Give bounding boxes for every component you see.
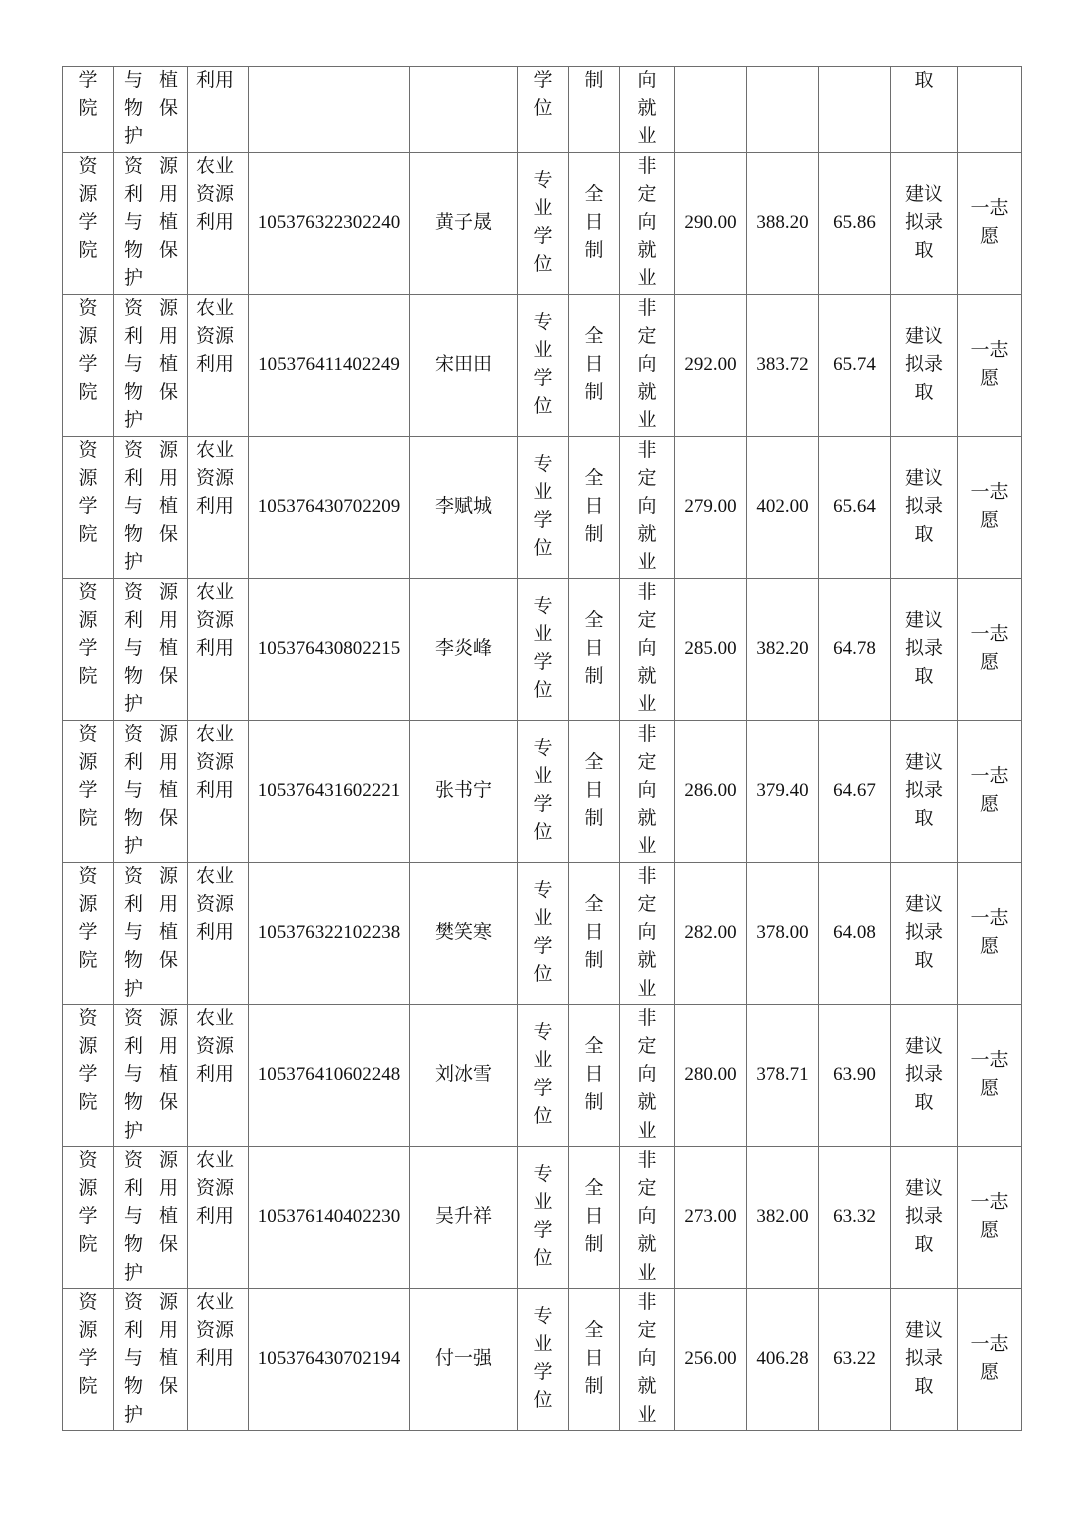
cell-choice: 一志愿 [958, 578, 1022, 720]
cell-field: 农业资源利用 [188, 294, 249, 436]
cell-college: 资源学院 [63, 1146, 114, 1288]
cell-candidate-id: 105376430802215 [249, 578, 410, 720]
cell-study-mode: 全日制 [569, 1146, 620, 1288]
cell-candidate-id: 105376430702209 [249, 436, 410, 578]
cell-field: 农业资源利用 [188, 1004, 249, 1146]
cell-major: 资源利用与植物保护 [114, 152, 188, 294]
cell-college: 资源学院 [63, 1288, 114, 1430]
cell-college: 学院 [63, 67, 114, 153]
cell-recommendation: 建议拟录取 [891, 720, 958, 862]
cell-field: 农业资源利用 [188, 436, 249, 578]
cell-employment: 非定向就业 [620, 578, 675, 720]
cell-choice [958, 67, 1022, 153]
cell-study-mode: 全日制 [569, 862, 620, 1004]
cell-study-mode: 全日制 [569, 1288, 620, 1430]
cell-recommendation: 建议拟录取 [891, 1146, 958, 1288]
cell-retest-score: 382.00 [747, 1146, 819, 1288]
cell-choice: 一志愿 [958, 436, 1022, 578]
cell-prelim-score: 273.00 [675, 1146, 747, 1288]
cell-major: 资源利用与植物保护 [114, 294, 188, 436]
cell-choice: 一志愿 [958, 862, 1022, 1004]
cell-retest-score: 388.20 [747, 152, 819, 294]
cell-total-score: 64.78 [819, 578, 891, 720]
cell-recommendation: 取 [891, 67, 958, 153]
cell-employment: 非定向就业 [620, 720, 675, 862]
cell-college: 资源学院 [63, 436, 114, 578]
cell-field: 农业资源利用 [188, 720, 249, 862]
cell-retest-score: 402.00 [747, 436, 819, 578]
cell-candidate-id: 105376410602248 [249, 1004, 410, 1146]
cell-candidate-id: 105376322302240 [249, 152, 410, 294]
table-row [63, 1288, 1022, 1430]
cell-field: 农业资源利用 [188, 578, 249, 720]
table-row [63, 1146, 1022, 1288]
cell-major: 资源利用与植物保护 [114, 1288, 188, 1430]
table-row-continued [63, 67, 1022, 153]
cell-total-score: 65.64 [819, 436, 891, 578]
cell-prelim-score: 256.00 [675, 1288, 747, 1430]
cell-total-score: 63.32 [819, 1146, 891, 1288]
cell-employment: 非定向就业 [620, 294, 675, 436]
cell-college: 资源学院 [63, 152, 114, 294]
cell-prelim-score [675, 67, 747, 153]
table-row [63, 578, 1022, 720]
cell-degree-type: 专业学位 [518, 1004, 569, 1146]
cell-degree-type: 专业学位 [518, 862, 569, 1004]
cell-name: 付一强 [410, 1288, 518, 1430]
cell-employment: 向就业 [620, 67, 675, 153]
cell-prelim-score: 286.00 [675, 720, 747, 862]
cell-retest-score: 406.28 [747, 1288, 819, 1430]
cell-retest-score: 383.72 [747, 294, 819, 436]
table-row [63, 152, 1022, 294]
cell-retest-score: 378.00 [747, 862, 819, 1004]
cell-major: 与植物保护 [114, 67, 188, 153]
cell-prelim-score: 290.00 [675, 152, 747, 294]
cell-recommendation: 建议拟录取 [891, 862, 958, 1004]
cell-name: 黄子晟 [410, 152, 518, 294]
cell-retest-score [747, 67, 819, 153]
table-row [63, 294, 1022, 436]
cell-recommendation: 建议拟录取 [891, 1288, 958, 1430]
cell-total-score: 65.86 [819, 152, 891, 294]
cell-recommendation: 建议拟录取 [891, 294, 958, 436]
admission-table [62, 66, 1022, 1431]
cell-employment: 非定向就业 [620, 436, 675, 578]
table-row [63, 720, 1022, 862]
cell-study-mode: 全日制 [569, 1004, 620, 1146]
cell-study-mode: 制 [569, 67, 620, 153]
cell-study-mode: 全日制 [569, 578, 620, 720]
cell-retest-score: 379.40 [747, 720, 819, 862]
cell-field: 农业资源利用 [188, 862, 249, 1004]
cell-degree-type: 专业学位 [518, 1288, 569, 1430]
cell-candidate-id [249, 67, 410, 153]
cell-degree-type: 专业学位 [518, 294, 569, 436]
cell-major: 资源利用与植物保护 [114, 436, 188, 578]
cell-name [410, 67, 518, 153]
cell-name: 宋田田 [410, 294, 518, 436]
cell-choice: 一志愿 [958, 720, 1022, 862]
cell-name: 李炎峰 [410, 578, 518, 720]
cell-college: 资源学院 [63, 1004, 114, 1146]
cell-employment: 非定向就业 [620, 862, 675, 1004]
cell-total-score: 65.74 [819, 294, 891, 436]
cell-study-mode: 全日制 [569, 152, 620, 294]
cell-field: 农业资源利用 [188, 1288, 249, 1430]
cell-major: 资源利用与植物保护 [114, 578, 188, 720]
cell-recommendation: 建议拟录取 [891, 1004, 958, 1146]
cell-total-score: 64.67 [819, 720, 891, 862]
cell-name: 张书宁 [410, 720, 518, 862]
cell-choice: 一志愿 [958, 1004, 1022, 1146]
cell-recommendation: 建议拟录取 [891, 436, 958, 578]
cell-total-score: 63.22 [819, 1288, 891, 1430]
cell-candidate-id: 105376322102238 [249, 862, 410, 1004]
cell-study-mode: 全日制 [569, 294, 620, 436]
cell-employment: 非定向就业 [620, 152, 675, 294]
cell-degree-type: 专业学位 [518, 720, 569, 862]
cell-candidate-id: 105376431602221 [249, 720, 410, 862]
cell-study-mode: 全日制 [569, 720, 620, 862]
cell-degree-type: 专业学位 [518, 152, 569, 294]
cell-major: 资源利用与植物保护 [114, 1146, 188, 1288]
cell-name: 吴升祥 [410, 1146, 518, 1288]
cell-employment: 非定向就业 [620, 1004, 675, 1146]
cell-choice: 一志愿 [958, 1288, 1022, 1430]
cell-study-mode: 全日制 [569, 436, 620, 578]
cell-employment: 非定向就业 [620, 1146, 675, 1288]
cell-college: 资源学院 [63, 578, 114, 720]
cell-prelim-score: 279.00 [675, 436, 747, 578]
cell-prelim-score: 292.00 [675, 294, 747, 436]
cell-prelim-score: 282.00 [675, 862, 747, 1004]
cell-college: 资源学院 [63, 294, 114, 436]
cell-major: 资源利用与植物保护 [114, 862, 188, 1004]
cell-degree-type: 专业学位 [518, 578, 569, 720]
cell-degree-type: 专业学位 [518, 1146, 569, 1288]
cell-candidate-id: 105376140402230 [249, 1146, 410, 1288]
cell-college: 资源学院 [63, 720, 114, 862]
cell-field: 利用 [188, 67, 249, 153]
cell-retest-score: 382.20 [747, 578, 819, 720]
cell-total-score [819, 67, 891, 153]
cell-major: 资源利用与植物保护 [114, 1004, 188, 1146]
cell-employment: 非定向就业 [620, 1288, 675, 1430]
cell-recommendation: 建议拟录取 [891, 578, 958, 720]
cell-field: 农业资源利用 [188, 1146, 249, 1288]
cell-retest-score: 378.71 [747, 1004, 819, 1146]
table-row [63, 862, 1022, 1004]
cell-total-score: 64.08 [819, 862, 891, 1004]
cell-degree-type: 专业学位 [518, 436, 569, 578]
cell-college: 资源学院 [63, 862, 114, 1004]
table-row [63, 1004, 1022, 1146]
cell-name: 樊笑寒 [410, 862, 518, 1004]
cell-degree-type: 学位 [518, 67, 569, 153]
cell-name: 李赋城 [410, 436, 518, 578]
cell-candidate-id: 105376411402249 [249, 294, 410, 436]
cell-choice: 一志愿 [958, 1146, 1022, 1288]
cell-field: 农业资源利用 [188, 152, 249, 294]
cell-prelim-score: 285.00 [675, 578, 747, 720]
cell-major: 资源利用与植物保护 [114, 720, 188, 862]
cell-prelim-score: 280.00 [675, 1004, 747, 1146]
cell-name: 刘冰雪 [410, 1004, 518, 1146]
cell-candidate-id: 105376430702194 [249, 1288, 410, 1430]
cell-total-score: 63.90 [819, 1004, 891, 1146]
table-row [63, 436, 1022, 578]
cell-recommendation: 建议拟录取 [891, 152, 958, 294]
cell-choice: 一志愿 [958, 294, 1022, 436]
cell-choice: 一志愿 [958, 152, 1022, 294]
